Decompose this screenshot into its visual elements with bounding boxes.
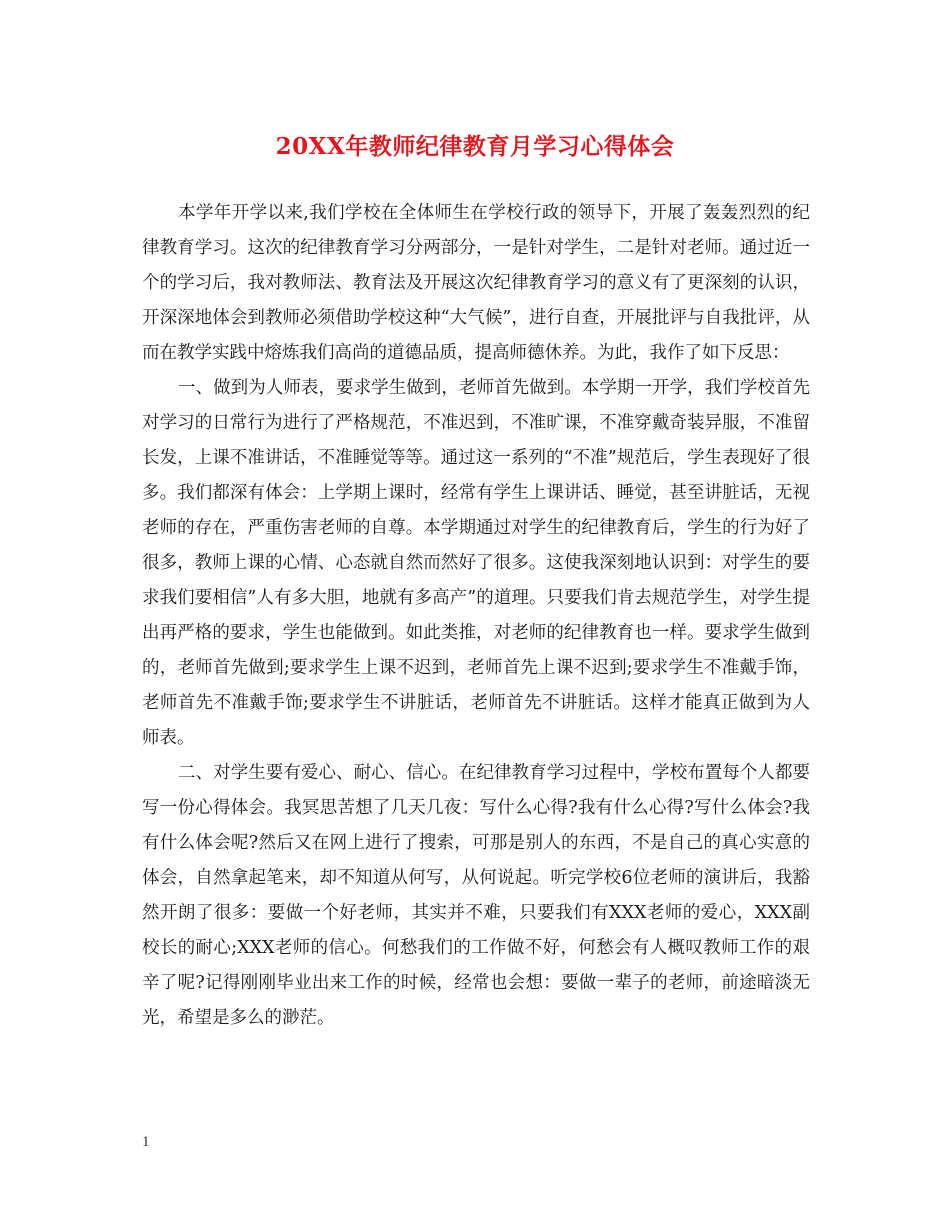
paragraph-point-one: 一、做到为人师表，要求学生做到，老师首先做到。本学期一开学，我们学校首先对学习的日常行为进行了严格规范，不准迟到，不准旷课，不准穿戴奇装异服，不准留长发，上课不准讲话，不准睡觉等等。通过这一系列的“不准”规范后，学生表现好了很多。我们都深有体会：上学期上课时，经常有学生上课讲话、睡觉，甚至讲脏话，无视老师的存在，严重伤害老师的自尊。本学期通过对学生的纪律教育后，学生的行为好了很多，教师上课的心情、心态就自然而然好了很多。这使我深刻地认识到：对学生的要求我们要相信”人有多大胆，地就有多高产”的道理。只要我们肯去规范学生，对学生提出再严格的要求，学生也能做到。如此类推，对老师的纪律教育也一样。要求学生做到的，老师首先做到;要求学生上课不迟到，老师首先上课不迟到;要求学生不准戴手饰，老师首先不准戴手饰;要求学生不讲脏话，老师首先不讲脏话。这样才能真正做到为人师表。 (142, 378, 810, 748)
document-title: 20XX年教师纪律教育月学习心得体会 (275, 133, 675, 160)
document-body (142, 196, 810, 1036)
page-number: 1 (142, 1134, 150, 1150)
paragraph-intro: 本学年开学以来,我们学校在全体师生在学校行政的领导下，开展了轰轰烈烈的纪律教育学习。这次的纪律教育学习分两部分，一是针对学生，二是针对老师。通过近一个的学习后，我对教师法、教育法及开展这次纪律教育学习的意义有了更深刻的认识，开深深地体会到教师必须借助学校这种“大气候”，进行自查，开展批评与自我批评，从而在教学实践中熔炼我们高尚的道德品质，提高师德休养。为此，我作了如下反思： (142, 203, 810, 363)
paragraph-point-two: 二、对学生要有爱心、耐心、信心。在纪律教育学习过程中，学校布置每个人都要写一份心得体会。我冥思苦想了几天几夜：写什么心得?我有什么心得?写什么体会?我有什么体会呢?然后又在网上进行了搜索，可那是别人的东西，不是自己的真心实意的体会，自然拿起笔来，却不知道从何写，从何说起。听完学校6位老师的演讲后，我豁然开朗了很多：要做一个好老师，其实并不难，只要我们有XXX老师的爱心，XXX副校长的耐心;XXX老师的信心。何愁我们的工作做不好，何愁会有人概叹教师工作的艰辛了呢?记得刚刚毕业出来工作的时候，经常也会想：要做一辈子的老师，前途暗淡无光，希望是多么的渺茫。 (142, 763, 810, 1028)
